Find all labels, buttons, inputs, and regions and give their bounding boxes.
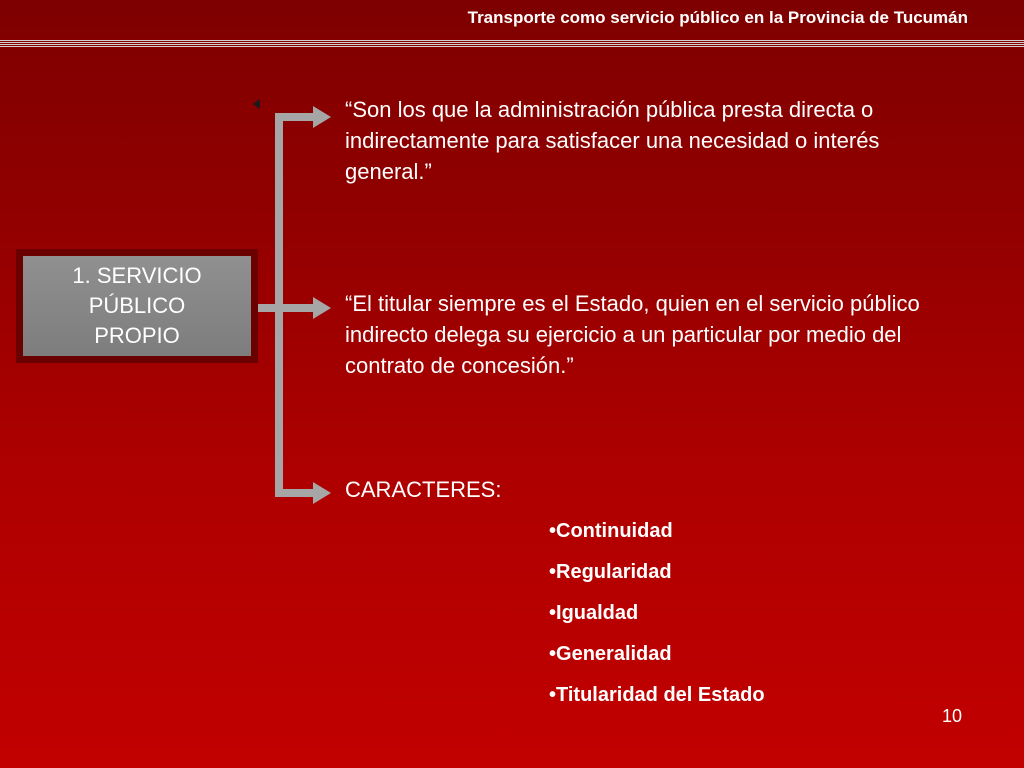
slide-header-title: Transporte como servicio público en la Provincia de Tucumán bbox=[467, 8, 968, 27]
characteristic-label: Continuidad bbox=[556, 520, 673, 542]
list-item: •Continuidad bbox=[549, 520, 673, 542]
concept-box-line-1: 1. SERVICIO bbox=[72, 263, 202, 288]
characteristics-list bbox=[549, 516, 765, 721]
list-item: •Generalidad bbox=[549, 643, 672, 665]
page-number: 10 bbox=[941, 706, 962, 726]
definition-text-1: “Son los que la administración pública presta directa o indirectamente para satisfacer una necesidad o interés general.” bbox=[345, 97, 880, 184]
concept-box-line-3: PROPIO bbox=[94, 323, 180, 348]
characteristic-label: Igualdad bbox=[556, 602, 639, 624]
characteristics-heading: CARACTERES: bbox=[345, 477, 502, 502]
arrow-top-head-icon bbox=[313, 106, 331, 128]
definition-text-2: “El titular siempre es el Estado, quien en el servicio público indirecto delega su ejercicio a un particular por medio del contrato de concesión.” bbox=[345, 291, 920, 378]
arrow-bottom-head-icon bbox=[313, 482, 331, 504]
box-connector-stub bbox=[258, 304, 278, 312]
list-item: •Igualdad bbox=[549, 602, 639, 624]
small-pointer-icon bbox=[253, 99, 260, 109]
arrow-bottom-shaft bbox=[275, 489, 315, 497]
concept-box-line-2: PÚBLICO bbox=[88, 293, 186, 318]
arrow-top-shaft bbox=[275, 113, 315, 121]
characteristic-label: Regularidad bbox=[556, 561, 672, 583]
list-item: •Regularidad bbox=[549, 561, 672, 583]
list-item: •Titularidad del Estado bbox=[549, 684, 765, 706]
arrow-middle-shaft bbox=[279, 304, 315, 312]
characteristic-label: Titularidad del Estado bbox=[556, 684, 765, 706]
arrow-middle-head-icon bbox=[313, 297, 331, 319]
characteristic-label: Generalidad bbox=[556, 643, 672, 665]
